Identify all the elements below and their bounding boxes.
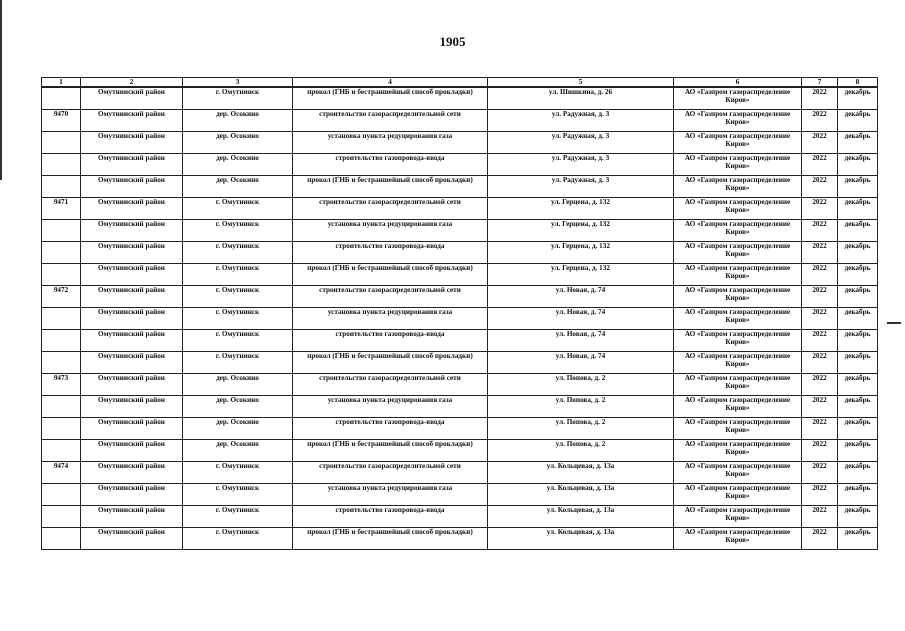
year-cell: 2022 [802,220,838,242]
row-number-cell [42,396,81,418]
table-row [42,87,878,110]
year-cell: 2022 [802,286,838,308]
settlement-cell: г. Омутнинск [183,242,293,264]
year-cell: 2022 [802,132,838,154]
scan-dash-mark [887,322,901,324]
row-number-cell [42,528,81,550]
work-type-cell: прокол (ГНБ и бестраншейный способ прокладки) [293,352,488,374]
settlement-cell: дер. Осокино [183,396,293,418]
table-row [42,286,878,308]
address-cell: ул. Новая, д. 74 [488,352,674,374]
table-row [42,220,878,242]
works-table [41,77,878,550]
table-row [42,418,878,440]
row-number-cell [42,352,81,374]
row-number-cell: 9471 [42,198,81,220]
month-cell: декабрь [838,528,878,550]
district-cell: Омутнинский район [81,132,183,154]
district-cell: Омутнинский район [81,264,183,286]
table-row [42,198,878,220]
month-cell: декабрь [838,154,878,176]
address-cell: ул. Новая, д. 74 [488,330,674,352]
settlement-cell: дер. Осокино [183,154,293,176]
settlement-cell: г. Омутнинск [183,528,293,550]
month-cell: декабрь [838,286,878,308]
column-header: 7 [802,78,838,88]
organization-cell: АО «Газпром газораспределение Киров» [674,154,802,176]
district-cell: Омутнинский район [81,220,183,242]
settlement-cell: г. Омутнинск [183,220,293,242]
year-cell: 2022 [802,462,838,484]
row-number-cell [42,220,81,242]
month-cell: декабрь [838,506,878,528]
work-type-cell: прокол (ГНБ и бестраншейный способ прокладки) [293,176,488,198]
settlement-cell: дер. Осокино [183,132,293,154]
address-cell: ул. Попова, д. 2 [488,418,674,440]
column-header: 4 [293,78,488,88]
month-cell: декабрь [838,484,878,506]
settlement-cell: дер. Осокино [183,418,293,440]
district-cell: Омутнинский район [81,154,183,176]
work-type-cell: прокол (ГНБ и бестраншейный способ прокладки) [293,528,488,550]
year-cell: 2022 [802,484,838,506]
work-type-cell: строительство газопровода-ввода [293,418,488,440]
organization-cell: АО «Газпром газораспределение Киров» [674,242,802,264]
address-cell: ул. Новая, д. 74 [488,286,674,308]
year-cell: 2022 [802,330,838,352]
address-cell: ул. Радужная, д. 3 [488,110,674,132]
organization-cell: АО «Газпром газораспределение Киров» [674,110,802,132]
organization-cell: АО «Газпром газораспределение Киров» [674,87,802,110]
row-number-cell [42,484,81,506]
settlement-cell: г. Омутнинск [183,198,293,220]
district-cell: Омутнинский район [81,352,183,374]
work-type-cell: строительство газораспределительной сети [293,374,488,396]
month-cell: декабрь [838,396,878,418]
table-row [42,132,878,154]
year-cell: 2022 [802,528,838,550]
address-cell: ул. Радужная, д. 3 [488,154,674,176]
year-cell: 2022 [802,87,838,110]
settlement-cell: г. Омутнинск [183,264,293,286]
column-header: 3 [183,78,293,88]
row-number-cell [42,264,81,286]
organization-cell: АО «Газпром газораспределение Киров» [674,132,802,154]
address-cell: ул. Герцена, д. 132 [488,264,674,286]
district-cell: Омутнинский район [81,484,183,506]
organization-cell: АО «Газпром газораспределение Киров» [674,528,802,550]
row-number-cell: 9472 [42,286,81,308]
organization-cell: АО «Газпром газораспределение Киров» [674,440,802,462]
row-number-cell: 9474 [42,462,81,484]
address-cell: ул. Кольцевая, д. 13а [488,506,674,528]
table-row [42,330,878,352]
row-number-cell [42,308,81,330]
address-cell: ул. Кольцевая, д. 13а [488,462,674,484]
address-cell: ул. Попова, д. 2 [488,374,674,396]
settlement-cell: г. Омутнинск [183,308,293,330]
column-header: 8 [838,78,878,88]
settlement-cell: г. Омутнинск [183,352,293,374]
column-header: 2 [81,78,183,88]
district-cell: Омутнинский район [81,176,183,198]
address-cell: ул. Шишкина, д. 26 [488,87,674,110]
address-cell: ул. Радужная, д. 3 [488,132,674,154]
address-cell: ул. Попова, д. 2 [488,396,674,418]
organization-cell: АО «Газпром газораспределение Киров» [674,198,802,220]
organization-cell: АО «Газпром газораспределение Киров» [674,462,802,484]
year-cell: 2022 [802,154,838,176]
year-cell: 2022 [802,176,838,198]
address-cell: ул. Герцена, д. 132 [488,198,674,220]
organization-cell: АО «Газпром газораспределение Киров» [674,396,802,418]
work-type-cell: установка пункта редуцирования газа [293,396,488,418]
work-type-cell: строительство газораспределительной сети [293,462,488,484]
table-row [42,506,878,528]
settlement-cell: дер. Осокино [183,374,293,396]
table-row [42,528,878,550]
settlement-cell: дер. Осокино [183,176,293,198]
column-header: 5 [488,78,674,88]
year-cell: 2022 [802,198,838,220]
scan-edge-mark [0,0,2,180]
settlement-cell: г. Омутнинск [183,484,293,506]
organization-cell: АО «Газпром газораспределение Киров» [674,418,802,440]
address-cell: ул. Попова, д. 2 [488,440,674,462]
organization-cell: АО «Газпром газораспределение Киров» [674,374,802,396]
row-number-cell [42,242,81,264]
month-cell: декабрь [838,462,878,484]
district-cell: Омутнинский район [81,396,183,418]
address-cell: ул. Радужная, д. 3 [488,176,674,198]
settlement-cell: г. Омутнинск [183,462,293,484]
row-number-cell [42,418,81,440]
settlement-cell: г. Омутнинск [183,87,293,110]
year-cell: 2022 [802,440,838,462]
table-row [42,308,878,330]
settlement-cell: г. Омутнинск [183,330,293,352]
organization-cell: АО «Газпром газораспределение Киров» [674,308,802,330]
year-cell: 2022 [802,506,838,528]
month-cell: декабрь [838,308,878,330]
work-type-cell: установка пункта редуцирования газа [293,484,488,506]
work-type-cell: прокол (ГНБ и бестраншейный способ прокладки) [293,440,488,462]
settlement-cell: г. Омутнинск [183,506,293,528]
work-type-cell: строительство газораспределительной сети [293,110,488,132]
organization-cell: АО «Газпром газораспределение Киров» [674,264,802,286]
row-number-cell: 9473 [42,374,81,396]
table-row [42,396,878,418]
work-type-cell: строительство газораспределительной сети [293,286,488,308]
row-number-cell [42,132,81,154]
month-cell: декабрь [838,87,878,110]
work-type-cell: прокол (ГНБ и бестраншейный способ прокладки) [293,87,488,110]
organization-cell: АО «Газпром газораспределение Киров» [674,286,802,308]
work-type-cell: строительство газораспределительной сети [293,198,488,220]
settlement-cell: дер. Осокино [183,440,293,462]
month-cell: декабрь [838,264,878,286]
row-number-cell [42,506,81,528]
row-number-cell [42,176,81,198]
table-row [42,374,878,396]
table-row [42,440,878,462]
month-cell: декабрь [838,330,878,352]
month-cell: декабрь [838,242,878,264]
year-cell: 2022 [802,396,838,418]
month-cell: декабрь [838,198,878,220]
settlement-cell: г. Омутнинск [183,286,293,308]
district-cell: Омутнинский район [81,506,183,528]
row-number-cell [42,154,81,176]
year-cell: 2022 [802,264,838,286]
district-cell: Омутнинский район [81,418,183,440]
month-cell: декабрь [838,440,878,462]
row-number-cell [42,440,81,462]
month-cell: декабрь [838,220,878,242]
work-type-cell: строительство газопровода-ввода [293,506,488,528]
column-header: 6 [674,78,802,88]
work-type-cell: строительство газопровода-ввода [293,330,488,352]
district-cell: Омутнинский район [81,330,183,352]
district-cell: Омутнинский район [81,110,183,132]
month-cell: декабрь [838,352,878,374]
address-cell: ул. Кольцевая, д. 13а [488,484,674,506]
year-cell: 2022 [802,242,838,264]
district-cell: Омутнинский район [81,87,183,110]
address-cell: ул. Новая, д. 74 [488,308,674,330]
district-cell: Омутнинский район [81,198,183,220]
work-type-cell: установка пункта редуцирования газа [293,308,488,330]
settlement-cell: дер. Осокино [183,110,293,132]
table-row [42,264,878,286]
work-type-cell: строительство газопровода-ввода [293,242,488,264]
year-cell: 2022 [802,352,838,374]
year-cell: 2022 [802,308,838,330]
table-row [42,352,878,374]
organization-cell: АО «Газпром газораспределение Киров» [674,352,802,374]
month-cell: декабрь [838,418,878,440]
year-cell: 2022 [802,418,838,440]
row-number-cell [42,330,81,352]
organization-cell: АО «Газпром газораспределение Киров» [674,220,802,242]
organization-cell: АО «Газпром газораспределение Киров» [674,330,802,352]
organization-cell: АО «Газпром газораспределение Киров» [674,506,802,528]
table-row [42,176,878,198]
district-cell: Омутнинский район [81,242,183,264]
page-number: 1905 [439,34,466,49]
organization-cell: АО «Газпром газораспределение Киров» [674,484,802,506]
district-cell: Омутнинский район [81,286,183,308]
district-cell: Омутнинский район [81,374,183,396]
district-cell: Омутнинский район [81,308,183,330]
work-type-cell: прокол (ГНБ и бестраншейный способ прокладки) [293,264,488,286]
column-header: 1 [42,78,81,88]
work-type-cell: строительство газопровода-ввода [293,154,488,176]
table-row [42,110,878,132]
table-row [42,484,878,506]
address-cell: ул. Герцена, д. 132 [488,220,674,242]
table-row [42,154,878,176]
table-row [42,462,878,484]
month-cell: декабрь [838,374,878,396]
district-cell: Омутнинский район [81,462,183,484]
row-number-cell [42,87,81,110]
month-cell: декабрь [838,132,878,154]
year-cell: 2022 [802,374,838,396]
month-cell: декабрь [838,176,878,198]
address-cell: ул. Кольцевая, д. 13а [488,528,674,550]
district-cell: Омутнинский район [81,440,183,462]
organization-cell: АО «Газпром газораспределение Киров» [674,176,802,198]
table-header-row [42,78,878,88]
work-type-cell: установка пункта редуцирования газа [293,132,488,154]
month-cell: декабрь [838,110,878,132]
table-row [42,242,878,264]
year-cell: 2022 [802,110,838,132]
work-type-cell: установка пункта редуцирования газа [293,220,488,242]
address-cell: ул. Герцена, д. 132 [488,242,674,264]
district-cell: Омутнинский район [81,528,183,550]
row-number-cell: 9470 [42,110,81,132]
